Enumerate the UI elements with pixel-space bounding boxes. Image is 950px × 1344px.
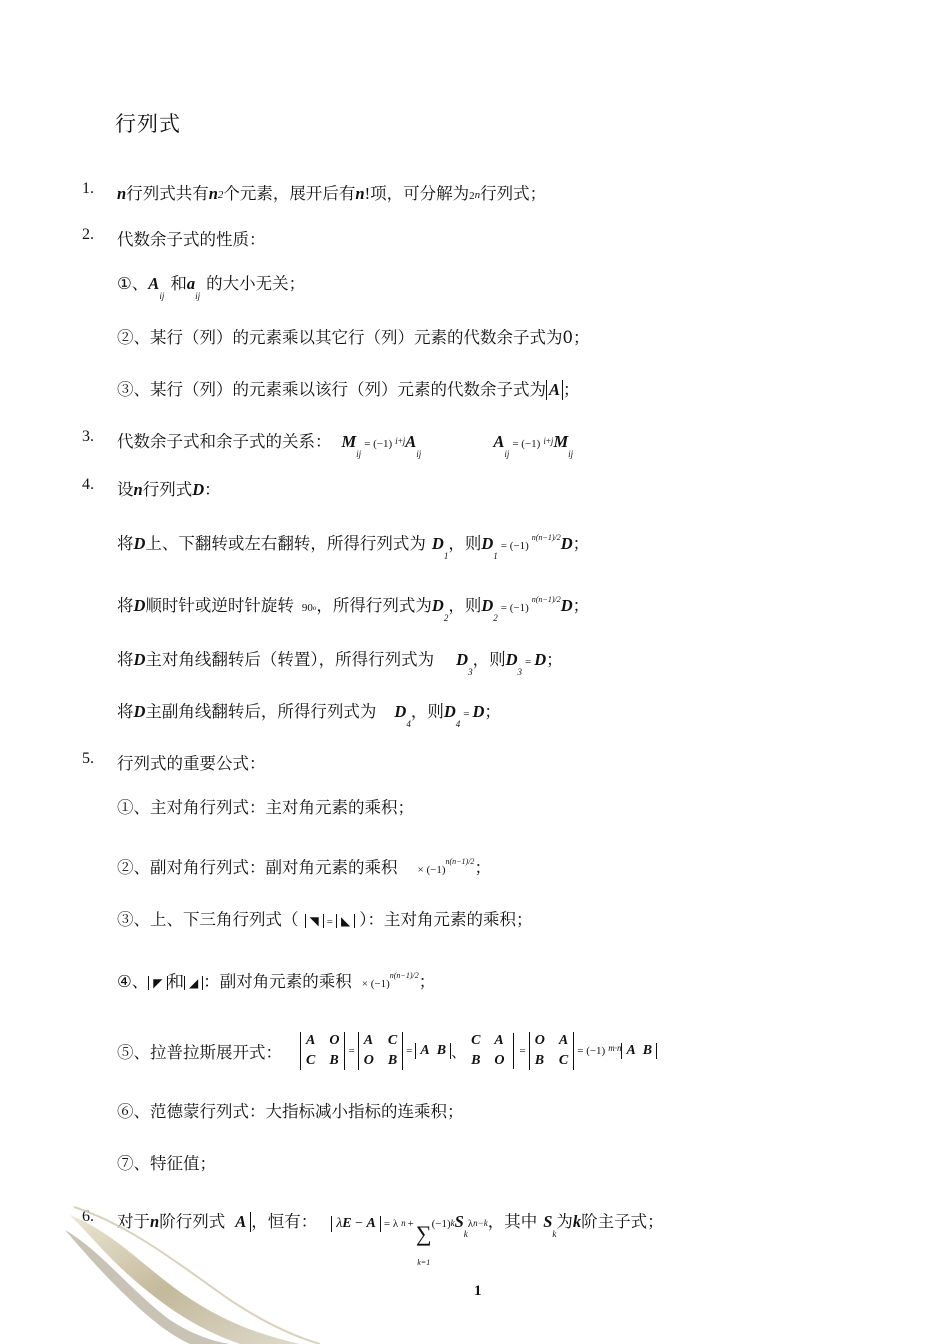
item-number: 6. [82,1208,94,1225]
lower-triangle-det-icon: ◣ [336,914,355,928]
upper-left-triangle-det-icon: ◤ [148,976,167,990]
lower-right-triangle-det-icon: ◢ [184,976,203,990]
item-number: 5. [82,750,94,767]
laplace-det-3: C A B O [471,1033,505,1068]
item-number: 3. [82,428,94,445]
item-text: n 行列式共有 n 2 个元素，展开后有 n ! 项，可分解为 2 n 行列式； [117,184,547,203]
laplace-det-1: A O C B [300,1032,345,1070]
page-number: 1 [474,1283,482,1299]
item-text: 代数余子式的性质： [117,230,266,249]
item-number: 2. [82,226,94,243]
laplace-det-2: A C O B [358,1032,403,1070]
item-number: 1. [82,180,94,197]
page-title: 行列式 [115,112,181,136]
item-text: 行列式的重要公式： [117,754,266,773]
document-page: 行列式 1. n 行列式共有 n 2 个元素，展开后有 n ! 项，可分解为 2 n 行列式； 2. 代数余子式的性质： ①、 A ij 和 a ij 的大小无关； ②、某行（列）的元素乘以其它行（列）元素的代数余子式为0； ③、某行（列）的元素乘以该行（列）元素的代数余子式为 A ； 3. 代数余子式和余子式的关系： M ij = (−1) i + j A ij A ij = (−1) i + j M ij 4. 设 n 行列式 D ： 将 D 上、下翻转或左右翻转，所得行列式为 D 1 ，则 D 1 = (−1) n(n−1)/2 D ； 将 D 顺时针或逆时针旋转 90 o ，所得行列式为 D 2 ，则 D 2 = (−1) n(n−1)/2 D ； 将 D 主对角线翻转后（转置），所得行列式为 D 3 ，则 D 3 = D ； 将 D 主副角线翻转后，所得行列式为 D 4 ，则 D 4 = D ； 5. 行列式的重要公式： ①、主对角行列式：主对角元素的乘积； ②、副对角行列式：副对角元素的乘积 × (−1) n(n−1)/2 ； ③、上、下三角行列式（ ◥ = ◣ ）：主对角元素的乘积； ④、 ◤ 和 ◢ ：副对角元素的乘积 × (−1) n(n−1)/2 ； ⑤、拉普拉斯展开式： A O C B = A C O B = A B 、 C A B O = O A B C = (−1) m·n A B ⑥、范德蒙行列式：大指标减小指标的连乘积； ⑦、特征值； 6. 对于 n 阶行列式 A ，恒有： λE − A = λ n + ∑ k=1 (−1) k S k λ n−k ，其中 S k 为 k 阶主子式； 1 [0,0,950,1344]
laplace-det-4: O A B C [529,1032,574,1070]
upper-triangle-det-icon: ◥ [305,914,324,928]
decorative-swoosh-graphic [60,1195,320,1344]
item-number: 4. [82,476,94,493]
